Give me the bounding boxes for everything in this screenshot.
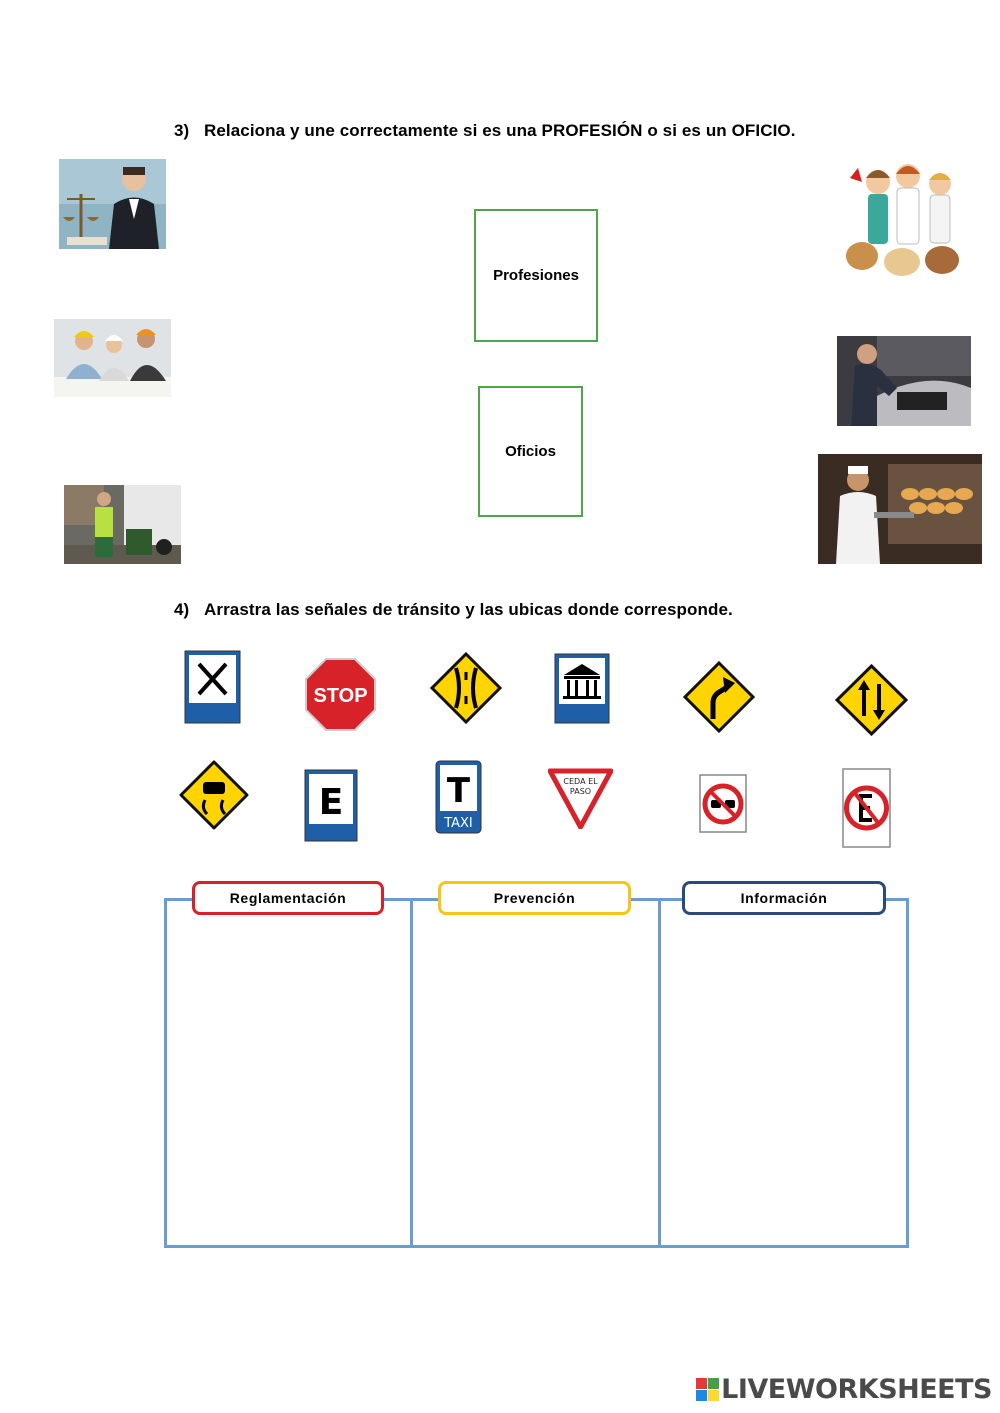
profesiones-box[interactable] xyxy=(474,209,598,342)
no-parking-icon xyxy=(842,768,891,848)
question-4-number: 4) xyxy=(174,600,190,619)
reglamentacion-label: Reglamentación xyxy=(229,890,347,906)
stop-icon xyxy=(304,657,377,732)
engineers-image xyxy=(54,319,171,397)
slippery-road-icon xyxy=(179,760,249,830)
monument-icon xyxy=(554,653,610,724)
question-3-title xyxy=(174,121,796,141)
yield-line2: PASO xyxy=(569,787,592,796)
photo-veterinarians[interactable] xyxy=(840,158,970,288)
yield-line1: CEDA EL xyxy=(563,777,598,786)
sign-road-narrows[interactable] xyxy=(430,652,502,724)
sign-no-overtaking[interactable] xyxy=(699,774,747,833)
reglamentacion-header xyxy=(192,881,384,915)
prevencion-label: Prevención xyxy=(493,890,576,906)
baker-image xyxy=(818,454,982,564)
taxi-word: TAXI xyxy=(444,816,473,831)
reglamentacion-drop-zone[interactable] xyxy=(167,916,410,1245)
sign-curve[interactable] xyxy=(683,661,755,733)
prevencion-header xyxy=(438,881,631,915)
sign-yield[interactable] xyxy=(548,767,613,829)
informacion-drop-zone[interactable] xyxy=(661,916,906,1245)
informacion-label: Información xyxy=(740,890,828,906)
mechanic-image xyxy=(837,336,971,426)
profesiones-label: Profesiones xyxy=(493,267,579,284)
photo-baker[interactable] xyxy=(818,454,982,564)
two-way-icon xyxy=(835,664,908,736)
sign-monument[interactable] xyxy=(554,653,610,724)
question-3-number: 3) xyxy=(174,121,190,140)
taxi-icon xyxy=(435,760,482,834)
brand-name: LIVEWORKSHEETS xyxy=(721,1374,992,1405)
photo-engineers[interactable] xyxy=(54,319,171,397)
sign-taxi[interactable] xyxy=(435,760,482,834)
question-4-title xyxy=(174,600,733,620)
no-overtaking-icon xyxy=(699,774,747,833)
taxi-letter: T xyxy=(446,771,471,811)
lawyer-image xyxy=(59,159,166,249)
sign-restaurant[interactable] xyxy=(184,650,241,724)
parking-letter: E xyxy=(318,782,344,823)
veterinarians-image xyxy=(840,158,970,288)
sign-slippery-road[interactable] xyxy=(179,760,249,830)
logo-cube-icon xyxy=(696,1378,719,1401)
yield-icon xyxy=(548,767,613,829)
sign-stop[interactable] xyxy=(304,657,377,732)
curve-icon xyxy=(683,661,755,733)
prevencion-drop-zone[interactable] xyxy=(413,916,658,1245)
stop-text: STOP xyxy=(313,685,368,707)
question-3-text: Relaciona y une correctamente si es una PROFESIÓN o si es un OFICIO. xyxy=(204,121,796,140)
restaurant-icon xyxy=(184,650,241,724)
street-sweeper-image xyxy=(64,485,181,564)
road-narrows-icon xyxy=(430,652,502,724)
liveworksheets-logo xyxy=(696,1374,992,1405)
informacion-header xyxy=(682,881,886,915)
sign-parking[interactable] xyxy=(304,769,358,842)
parking-icon xyxy=(304,769,358,842)
question-4-text: Arrastra las señales de tránsito y las ubicas donde corresponde. xyxy=(204,600,733,619)
photo-street-sweeper[interactable] xyxy=(64,485,181,564)
photo-mechanic[interactable] xyxy=(837,336,971,426)
sign-two-way[interactable] xyxy=(835,664,908,736)
oficios-box[interactable] xyxy=(478,386,583,517)
oficios-label: Oficios xyxy=(505,443,556,460)
photo-lawyer[interactable] xyxy=(59,159,166,249)
sign-no-parking[interactable] xyxy=(842,768,891,848)
